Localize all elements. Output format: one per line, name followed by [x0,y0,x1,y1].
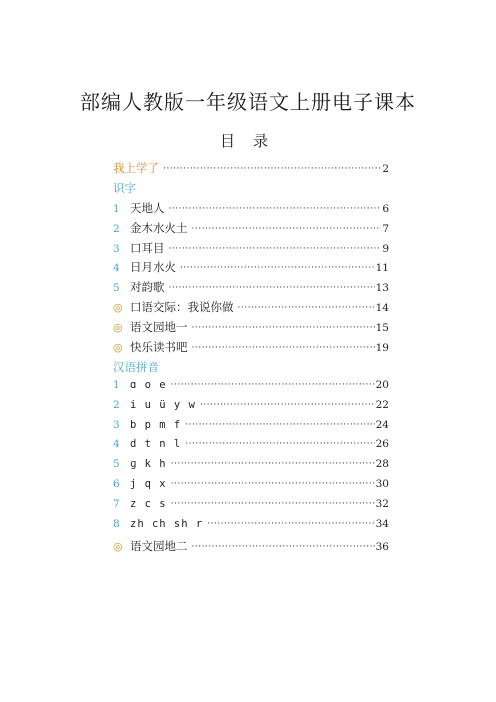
toc-entry-label: 对韵歌 [130,280,165,295]
toc-entry-label: 金木水火土 [130,220,188,235]
toc-entry-label: ɑ o e [130,378,167,391]
dot-leader [171,380,375,390]
toc-page-number: 36 [375,540,389,553]
dot-leader [180,263,375,273]
toc-page-number: 30 [375,478,389,491]
toc-page-number: 24 [375,418,389,431]
toc-entry[interactable] [113,438,389,458]
toc-entry-label: zh ch sh r [130,518,204,531]
toc-entry-intro[interactable] [113,160,389,180]
toc-page-number: 13 [375,282,389,295]
toc-entry[interactable] [113,339,389,359]
toc-entry-number: 5 [113,458,120,471]
toc-entry-number: 5 [113,282,120,295]
toc-page-number: 14 [375,302,389,315]
toc-page-number: 19 [375,342,389,355]
toc-page-number: 15 [375,322,389,335]
toc-page-number: 22 [375,398,389,411]
toc-page-number: 20 [375,378,389,391]
dot-leader [171,479,375,489]
dot-leader [192,323,375,333]
toc-entry[interactable] [113,299,389,319]
toc-entry[interactable] [113,279,389,299]
toc-entry[interactable] [113,259,389,279]
toc-heading: 目录 [219,132,286,150]
toc-entry-number: 3 [113,418,120,431]
toc-entry[interactable] [113,240,389,260]
dot-leader [171,499,375,509]
dot-leader [192,542,375,552]
toc-entry-number: 3 [113,242,120,255]
toc-entry[interactable] [113,399,389,419]
toc-entry-number: 4 [113,438,120,451]
toc-entry-label: i u ü y w [130,398,196,411]
toc-entry-label: 天地人 [130,200,165,215]
document-title: 部编人教版一年级语文上册电子课本 [80,90,416,114]
dot-leader [169,283,375,293]
dot-leader [192,343,375,353]
dot-leader [200,400,375,410]
toc-entry-number: 2 [113,222,120,235]
toc-page-number: 9 [382,242,389,255]
toc-entry-label: j q x [130,478,167,491]
table-of-contents [113,160,389,558]
toc-section-heading: 识字 [113,180,136,195]
toc-entry-label: z c s [130,498,167,511]
toc-entry-label: ɡ k h [130,458,167,471]
dot-leader [207,519,374,529]
toc-entry-number: 6 [113,478,120,491]
circle-marker-icon: ◎ [113,341,123,355]
toc-entry[interactable] [113,518,389,538]
toc-entry-label: 日月水火 [130,260,176,275]
toc-entry-label: 快乐读书吧 [130,340,188,355]
toc-entry-label: 口语交际：我说你做 [130,300,234,315]
toc-entry[interactable] [113,478,389,498]
toc-page-number: 26 [375,438,389,451]
toc-section-heading: 汉语拼音 [113,359,159,374]
toc-entry[interactable] [113,419,389,439]
toc-page-number: 2 [382,163,389,175]
circle-marker-icon: ◎ [113,301,123,315]
toc-entry[interactable] [113,220,389,240]
toc-entry-label: 口耳目 [130,240,165,255]
toc-entry-number: 7 [113,498,120,511]
toc-entry-number: 2 [113,398,120,411]
toc-entry[interactable] [113,458,389,478]
dot-leader [192,224,382,234]
toc-entry-label: 语文园地一 [130,320,188,335]
toc-entry-label: b p m f [130,418,182,431]
dot-leader [185,420,374,430]
toc-page-number: 11 [375,262,389,275]
dot-leader [169,244,382,254]
circle-marker-icon: ◎ [113,321,123,335]
toc-entry[interactable] [113,498,389,518]
dot-leader [169,204,382,214]
toc-page-number: 28 [375,458,389,471]
toc-entry-label: d t n l [130,438,182,451]
toc-page-number: 7 [382,222,389,235]
toc-entry[interactable] [113,200,389,220]
toc-entry[interactable] [113,319,389,339]
dot-leader [185,439,374,449]
toc-entry-number: 1 [113,378,120,391]
dot-leader [163,164,381,174]
toc-page-number: 32 [375,498,389,511]
toc-page-number: 34 [375,518,389,531]
toc-entry-label: 语文园地二 [130,538,188,553]
toc-entry-number: 1 [113,202,120,215]
toc-entry-label: 我上学了 [113,161,159,175]
toc-page-number: 6 [382,202,389,215]
dot-leader [238,303,375,313]
toc-entry-number: 8 [113,518,120,531]
toc-entry[interactable] [113,379,389,399]
dot-leader [171,459,375,469]
toc-entry[interactable] [113,538,389,558]
circle-marker-icon: ◎ [113,539,123,553]
toc-entry-number: 4 [113,262,120,275]
